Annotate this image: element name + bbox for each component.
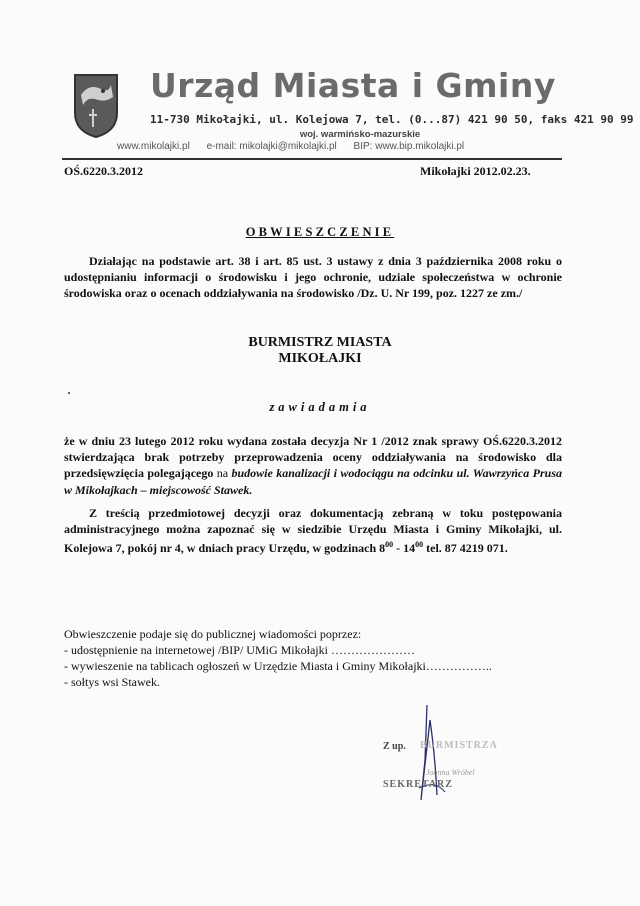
authority-line-1: BURMISTRZ MIASTA — [248, 335, 392, 350]
informs-word: zawiadamia — [269, 400, 371, 414]
coat-of-arms-logo — [73, 73, 119, 139]
place-date: Mikołajki 2012.02.23. — [420, 164, 531, 178]
decision-text: że w dniu 23 lutego 2012 roku wydana została decyzja Nr 1 /2012 znak sprawy OŚ.6220.3.2012 stwierdzająca brak potrzeby przeprowadzenia oceny oddziaływania na środowisko dla przedsięwzięcia polegającego — [64, 434, 562, 481]
hour-from-sup: 00 — [385, 540, 394, 550]
header-divider — [62, 158, 562, 160]
stamp-burmistrz: BURMISTRZA — [420, 740, 498, 751]
stamp-authorization: Z up. — [383, 741, 406, 752]
document-heading — [0, 225, 640, 240]
list-item: - udostępnienie na internetowej /BIP/ UMiG Mikołajki ………………… — [64, 643, 415, 657]
issuing-authority — [0, 335, 640, 367]
legal-basis-paragraph: Działając na podstawie art. 38 i art. 85 ust. 3 ustawy z dnia 3 października 2008 roku o udostępnianiu informacji o środowisku i jego ochronie, udziale społeczeństwa w ochronie środowiska oraz o ocenach oddziaływania na środowisko /Dz. U. Nr 199, poz. 1227 ze zm./ — [64, 254, 562, 301]
hour-dash: - 14 — [393, 541, 416, 556]
list-item: - wywieszenie na tablicach ogłoszeń w Urzędzie Miasta i Gminy Mikołajki…………….. — [64, 659, 492, 673]
project-description: budowie kanalizacji i wodociągu na odcinku ul. Wawrzyńca Prusa w Mikołajkach – miejscowość Stawek. — [64, 466, 563, 497]
publication-list — [64, 626, 492, 690]
stamp-sekretarz: SEKRETARZ — [383, 779, 453, 790]
stamp-name: Joanna Wróbel — [426, 768, 475, 777]
office-region: woj. warmińsko-mazurskie — [299, 129, 421, 140]
office-address: 11-730 Mikołajki, ul. Kolejowa 7, tel. (0...87) 421 90 50, faks 421 90 99 — [150, 113, 634, 126]
case-reference: OŚ.6220.3.2012 — [64, 164, 144, 178]
publication-intro: Obwieszczenie podaje się do publicznej wiadomości poprzez: — [64, 627, 362, 641]
stray-dot — [68, 392, 70, 394]
hour-to-sup: 00 — [415, 540, 424, 550]
access-text: Z treścią przedmiotowej decyzji oraz dokumentacją zebraną w toku postępowania administracyjnego można zapoznać się w siedzibie Urzędu Miasta i Gminy Mikołajki, ul. Kolejowa 7, pokój nr 4, w dniach pracy Urzędu, w godzinach 8 — [64, 506, 562, 556]
website-link[interactable]: www.mikolajki.pl — [117, 141, 190, 152]
decision-paragraph — [64, 433, 562, 498]
bip-link[interactable]: BIP: www.bip.mikolajki.pl — [353, 141, 465, 152]
list-item: - sołtys wsi Stawek. — [64, 675, 160, 689]
email-link[interactable]: e-mail: mikolajki@mikolajki.pl — [206, 141, 337, 152]
office-contacts — [117, 141, 478, 152]
heading-text: OBWIESZCZENIE — [245, 225, 395, 239]
decision-connector: na — [216, 466, 229, 481]
access-paragraph — [64, 505, 562, 557]
authority-line-2: MIKOŁAJKI — [278, 351, 362, 366]
phone-number: tel. 87 4219 071. — [423, 541, 508, 556]
handwritten-signature — [375, 700, 505, 810]
office-title: Urząd Miasta i Gminy — [150, 66, 556, 105]
